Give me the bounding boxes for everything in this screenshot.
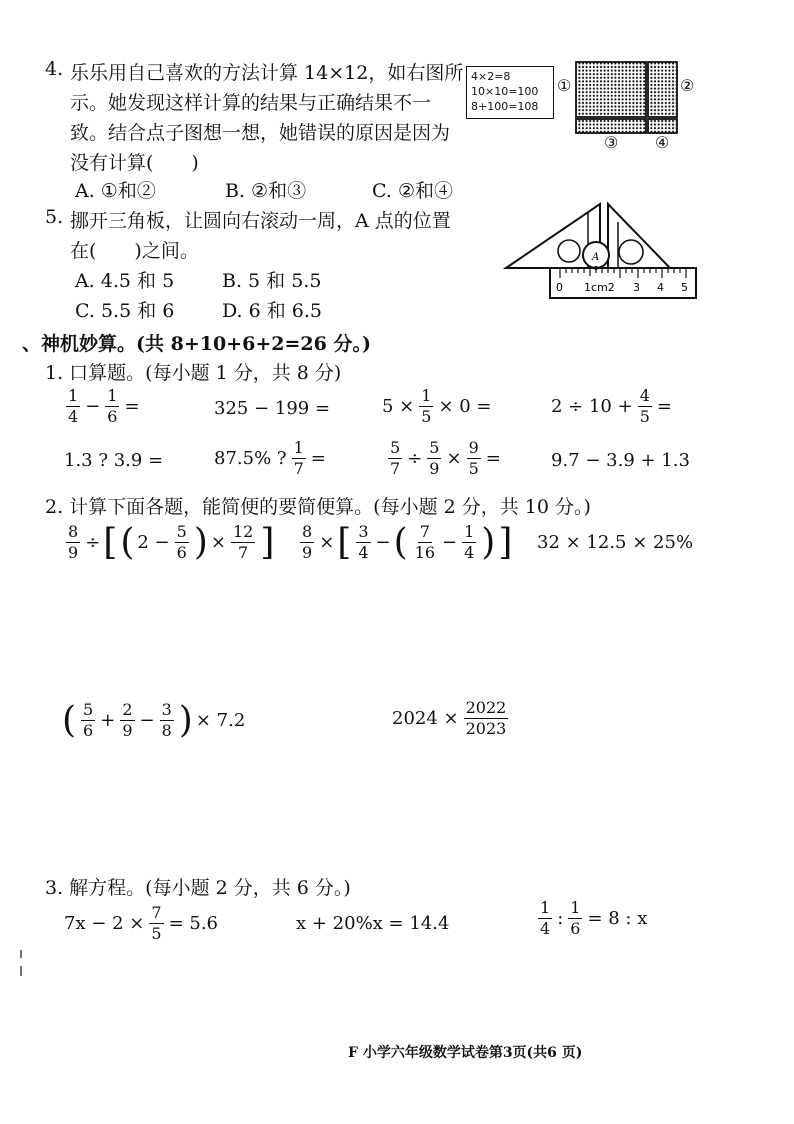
- fraction: $\frac{3}{4}$: [358, 522, 369, 562]
- fraction: $\frac{1}{7}$: [293, 438, 304, 478]
- q5-option-c: C. 5.5 和 6: [75, 300, 175, 322]
- left-circle: [558, 240, 580, 262]
- q4-mark-3: ③: [604, 133, 619, 152]
- q4-mark-4: ④: [655, 133, 670, 152]
- oral-calc-3: 5 × $\frac{1}{5}$ × 0 =: [382, 386, 492, 426]
- fraction: $\frac{12}{7}$: [232, 522, 254, 562]
- equation-3: $\frac{1}{4}$ : $\frac{1}{6}$ = 8 : x: [540, 898, 648, 938]
- ruler-label-0: 0: [556, 281, 563, 294]
- ruler-label-4: 4: [657, 281, 664, 294]
- fraction: $\frac{1}{5}$: [421, 386, 432, 426]
- sub3-title: 3. 解方程。(每小题 2 分，共 6 分。): [45, 877, 351, 899]
- ruler-label-3: 3: [633, 281, 640, 294]
- q4-calc-box: [466, 66, 554, 119]
- fraction: $\frac{8}{9}$: [302, 522, 313, 562]
- fraction: $\frac{2}{9}$: [122, 700, 133, 740]
- open-paren: (: [393, 521, 408, 563]
- open-paren: (: [62, 699, 77, 741]
- q4-option-a: A. ①和②: [75, 180, 156, 202]
- point-a-label: A: [592, 252, 600, 263]
- oral-calc-4: 2 ÷ 10 + $\frac{4}{5}$ =: [551, 386, 672, 426]
- q5-number: 5.: [45, 206, 64, 228]
- open-paren: (: [120, 521, 135, 563]
- fraction: $\frac{5}{6}$: [176, 522, 187, 562]
- fraction: $\frac{5}{9}$: [429, 438, 440, 478]
- section-title: 、神机妙算。(共 8+10+6+2=26 分。): [22, 333, 371, 355]
- fraction: $\frac{8}{9}$: [68, 522, 79, 562]
- q4-calc-line-1: 4×2=8: [471, 70, 511, 83]
- oral-calc-5: 1.3 ? 3.9 =: [64, 450, 164, 471]
- q4-calc-line-2: 10×10=100: [471, 85, 539, 98]
- ruler-label-5: 5: [681, 281, 688, 294]
- fraction: $\frac{2022}{2023}$: [465, 698, 507, 738]
- q4-line-2: 示。她发现这样计算的结果与正确结果不一: [70, 92, 432, 114]
- q4-region-1: [576, 62, 646, 117]
- fraction: $\frac{9}{5}$: [468, 438, 479, 478]
- q4-option-c: C. ②和④: [372, 180, 453, 202]
- fraction: $\frac{1}{6}$: [107, 386, 118, 426]
- q4-option-b: B. ②和③: [225, 180, 307, 202]
- q4-number: 4.: [45, 58, 64, 80]
- right-circle: [619, 240, 643, 264]
- q5-triangle-ruler-figure: [500, 198, 702, 302]
- q4-line-4: 没有计算( ): [70, 152, 199, 174]
- sub2-title: 2. 计算下面各题，能简便的要简便算。(每小题 2 分，共 10 分。): [45, 496, 591, 518]
- fraction: $\frac{1}{4}$: [540, 898, 551, 938]
- fraction: $\frac{5}{6}$: [83, 700, 94, 740]
- q4-line-3: 致。结合点子图想一想，她错误的原因是因为: [70, 122, 451, 144]
- close-bracket: ]: [260, 521, 275, 563]
- oral-calc-8: 9.7 − 3.9 + 1.3: [551, 450, 690, 471]
- open-bracket: [: [337, 521, 352, 563]
- close-paren: ): [193, 521, 208, 563]
- oral-calc-1: $\frac{1}{4}$ − $\frac{1}{6}$ =: [68, 386, 140, 426]
- q4-region-4: [648, 119, 677, 133]
- q5-line-1: 挪开三角板，让圆向右滚动一周，A 点的位置: [70, 210, 451, 232]
- calc-problem-1: $\frac{8}{9}$ ÷ [ ( 2 − $\frac{5}{6}$ ) × $\frac{12}{7}$ ]: [68, 521, 275, 563]
- q4-region-3: [576, 119, 646, 133]
- ruler-label-1-2: 1cm2: [584, 281, 615, 294]
- fraction: $\frac{7}{16}$: [414, 522, 436, 562]
- q5-option-b: B. 5 和 5.5: [222, 270, 322, 292]
- fraction: $\frac{1}{6}$: [570, 898, 581, 938]
- q5-option-a: A. 4.5 和 5: [75, 270, 175, 292]
- q4-dot-grid-figure: [556, 58, 706, 158]
- fraction: $\frac{5}{7}$: [390, 438, 401, 478]
- close-paren: ): [178, 699, 193, 741]
- open-bracket: [: [103, 521, 118, 563]
- calc-problem-2: $\frac{8}{9}$ × [ $\frac{3}{4}$ − ( $\frac{7}{16}$ − $\frac{1}{4}$ ) ]: [302, 521, 513, 563]
- q5-line-2: 在( )之间。: [70, 240, 199, 262]
- sub1-title: 1. 口算题。(每小题 1 分，共 8 分): [45, 362, 342, 384]
- fraction: $\frac{3}{8}$: [161, 700, 172, 740]
- equation-2: x + 20%x = 14.4: [296, 913, 450, 934]
- equation-1: 7x − 2 × $\frac{7}{5}$ = 5.6: [64, 903, 219, 943]
- close-paren: ): [481, 521, 496, 563]
- calc-problem-4: ( $\frac{5}{6}$ + $\frac{2}{9}$ − $\frac{3}{8}$ ) × 7.2: [62, 699, 246, 741]
- q4-calc-line-3: 8+100=108: [471, 100, 539, 113]
- oral-calc-6: 87.5% ? $\frac{1}{7}$ =: [214, 438, 326, 478]
- fraction: $\frac{4}{5}$: [639, 386, 650, 426]
- close-bracket: ]: [498, 521, 513, 563]
- q4-mark-1: ①: [557, 76, 572, 95]
- q4-line-1: 乐乐用自己喜欢的方法计算 14×12，如右图所: [70, 62, 464, 84]
- calc-problem-3: 32 × 12.5 × 25%: [537, 532, 694, 553]
- fraction: $\frac{1}{4}$: [68, 386, 79, 426]
- q4-mark-2: ②: [680, 76, 695, 95]
- margin-cut-marks: [18, 950, 24, 980]
- q4-region-2: [648, 62, 677, 117]
- oral-calc-7: $\frac{5}{7}$ ÷ $\frac{5}{9}$ × $\frac{9}{5}$ =: [390, 438, 501, 478]
- oral-calc-2: 325 − 199 =: [214, 398, 331, 419]
- fraction: $\frac{7}{5}$: [151, 903, 162, 943]
- q5-option-d: D. 6 和 6.5: [222, 300, 323, 322]
- page-footer: F 小学六年级数学试卷第3页(共6 页): [348, 1045, 583, 1061]
- fraction: $\frac{1}{4}$: [464, 522, 475, 562]
- calc-problem-5: 2024 × $\frac{2022}{2023}$: [392, 698, 507, 738]
